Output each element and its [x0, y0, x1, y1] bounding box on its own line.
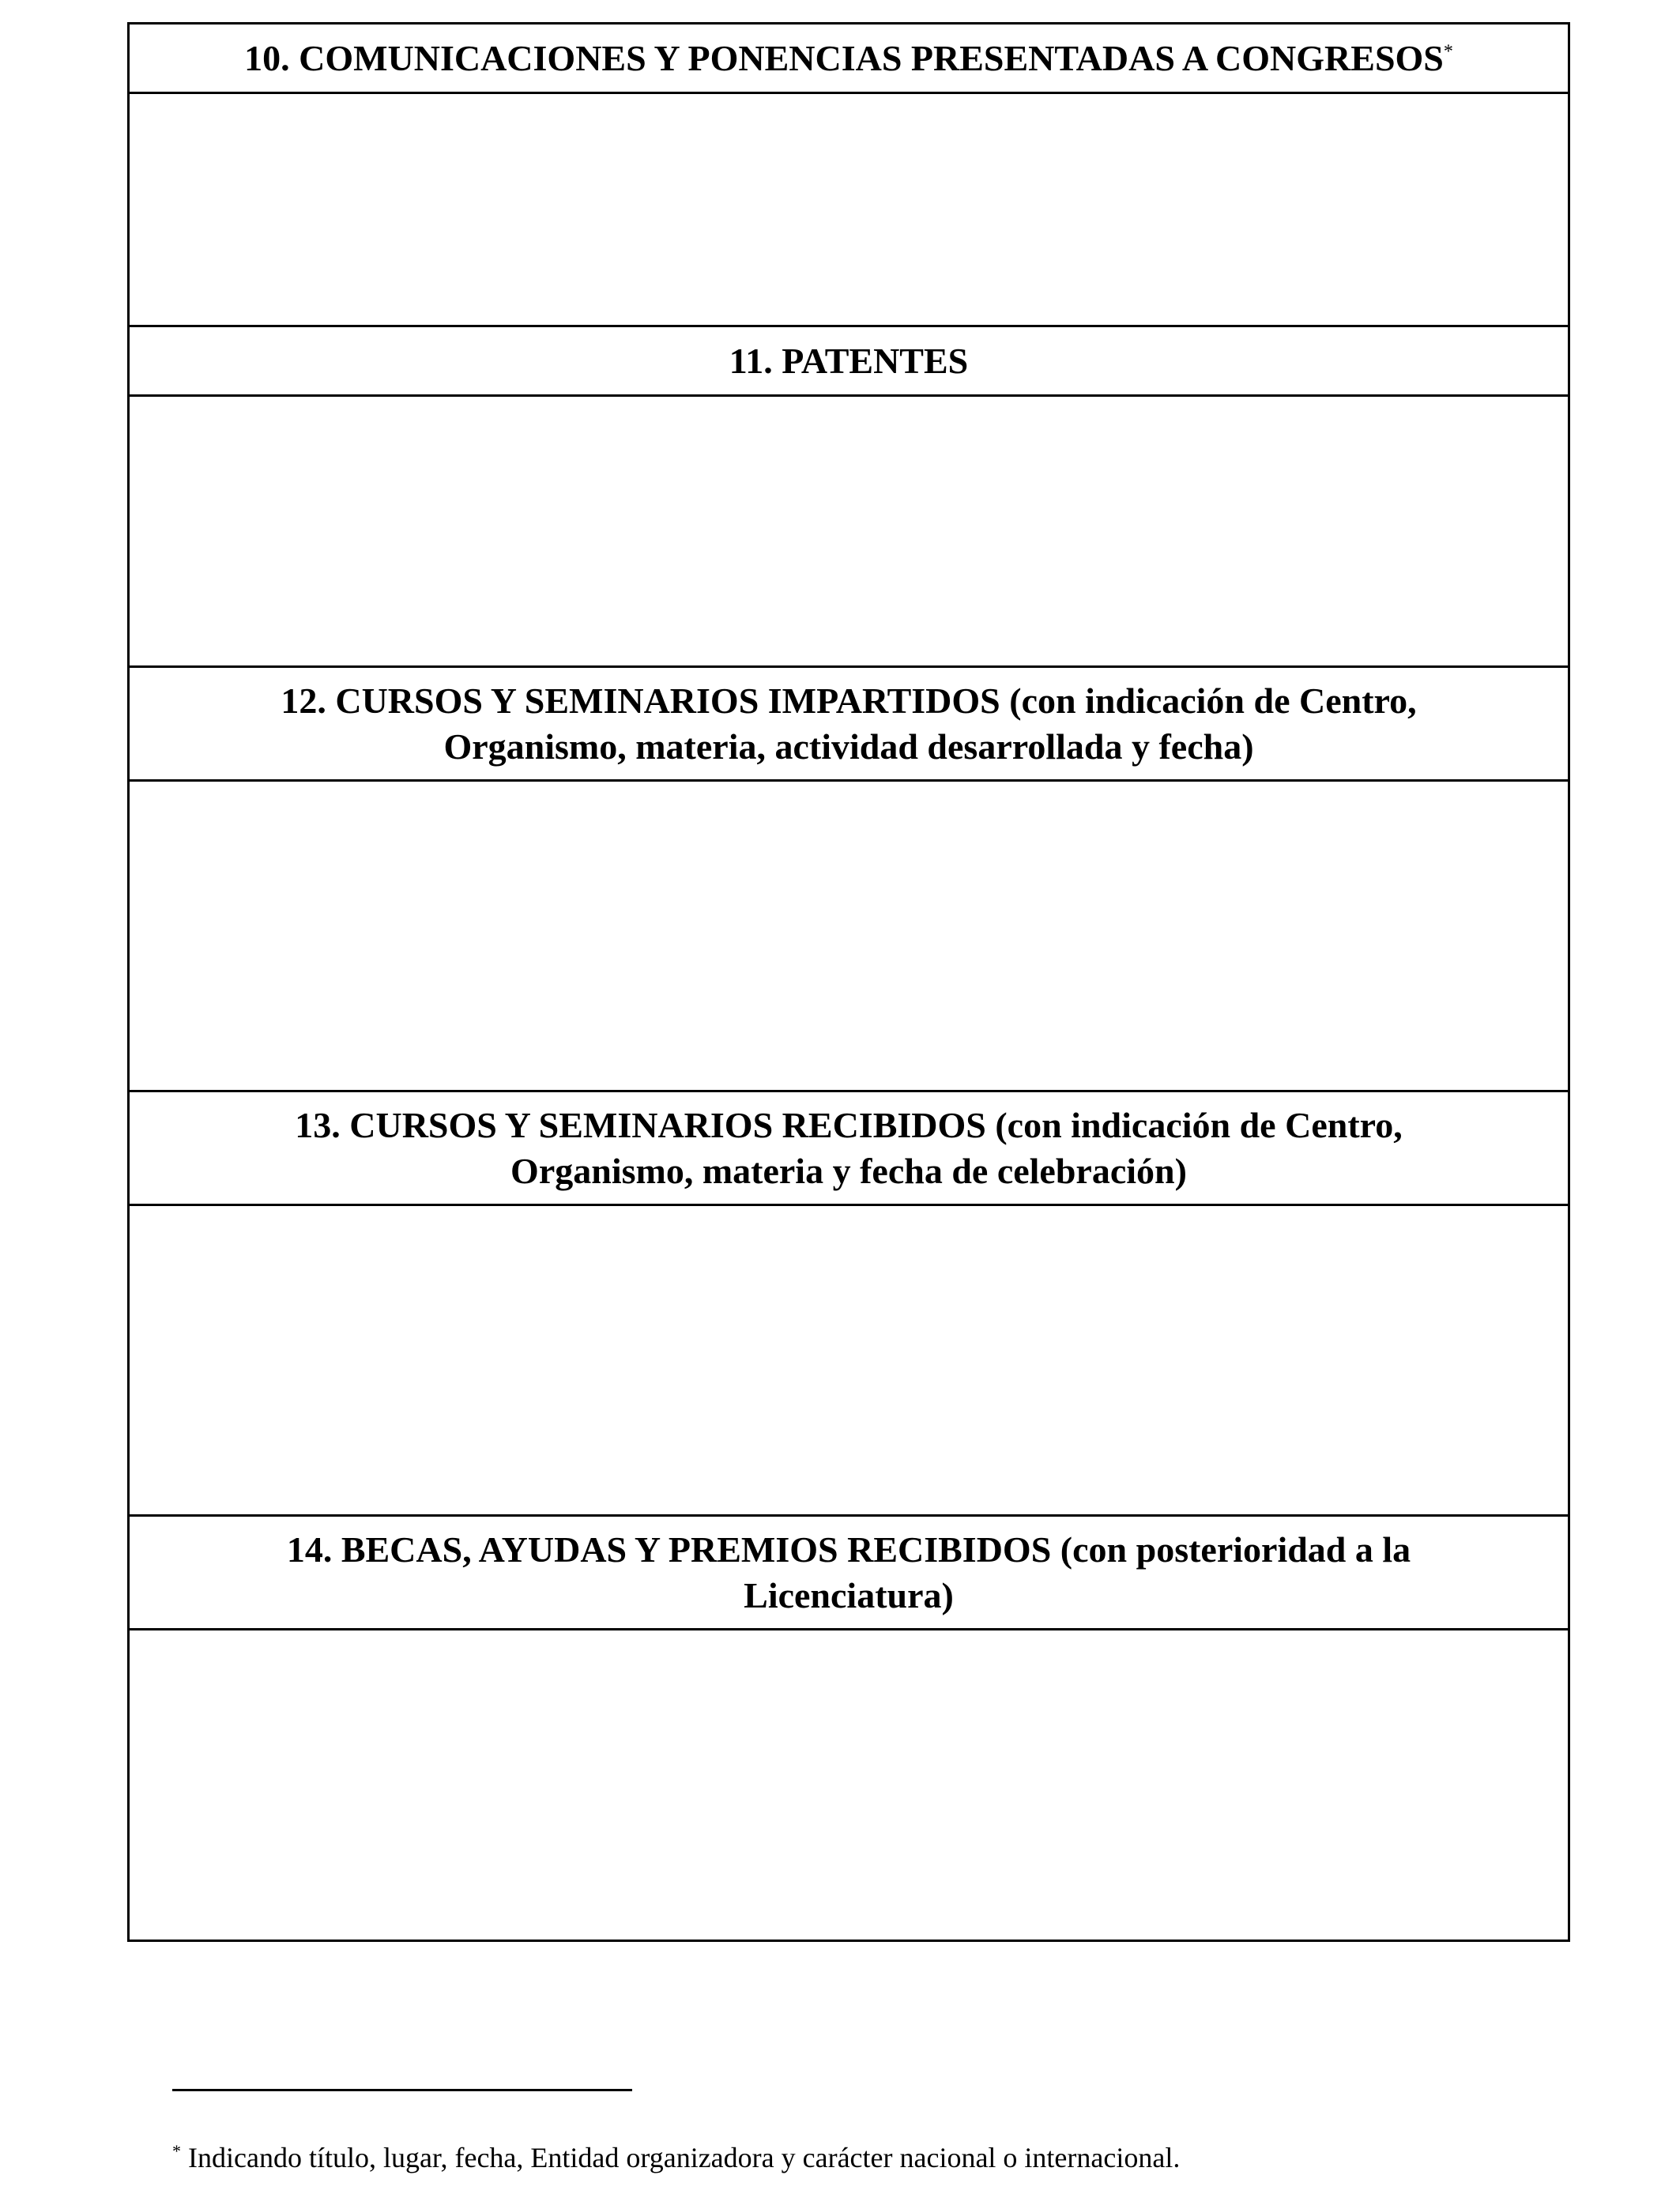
section-number: 14.	[286, 1529, 333, 1570]
footnote-marker: *	[1443, 41, 1453, 62]
section-title	[256, 1527, 1441, 1619]
section-13	[130, 1092, 1568, 1517]
section-title	[729, 338, 969, 384]
cv-form-table	[127, 22, 1570, 1942]
section-number: 12.	[281, 680, 326, 721]
section-title	[256, 1103, 1441, 1194]
footnote-marker: *	[172, 2141, 181, 2161]
section-title-text: COMUNICACIONES Y PONENCIAS PRESENTADAS A CONGRESOS	[299, 37, 1444, 78]
section-title-text: PATENTES	[782, 340, 969, 381]
section-header	[130, 25, 1568, 94]
section-number: 11.	[729, 340, 773, 381]
section-body-field[interactable]	[130, 1206, 1568, 1517]
section-10	[130, 25, 1568, 327]
section-header	[130, 327, 1568, 397]
section-title-text: BECAS, AYUDAS Y PREMIOS RECIBIDOS (con posterioridad a la Licenciatura)	[341, 1529, 1411, 1615]
section-header	[130, 668, 1568, 782]
section-header	[130, 1517, 1568, 1630]
section-11	[130, 327, 1568, 668]
section-title	[244, 36, 1453, 81]
section-title-text: CURSOS Y SEMINARIOS IMPARTIDOS (con indicación de Centro, Organismo, materia, actividad desarrollada y fecha)	[335, 680, 1417, 767]
section-12	[130, 668, 1568, 1092]
section-14	[130, 1517, 1568, 1940]
section-title-text: CURSOS Y SEMINARIOS RECIBIDOS (con indicación de Centro, Organismo, materia y fecha de celebración)	[349, 1104, 1403, 1191]
section-number: 13.	[295, 1104, 341, 1145]
section-title	[256, 678, 1441, 770]
footnote-separator	[172, 2089, 632, 2091]
section-body-field[interactable]	[130, 782, 1568, 1092]
section-body-field[interactable]	[130, 94, 1568, 327]
section-header	[130, 1092, 1568, 1206]
footnote	[172, 2140, 1595, 2175]
section-number: 10.	[244, 37, 290, 78]
section-body-field[interactable]	[130, 1630, 1568, 1940]
footnote-text: Indicando título, lugar, fecha, Entidad organizadora y carácter nacional o internacional.	[188, 2142, 1181, 2173]
section-body-field[interactable]	[130, 397, 1568, 668]
